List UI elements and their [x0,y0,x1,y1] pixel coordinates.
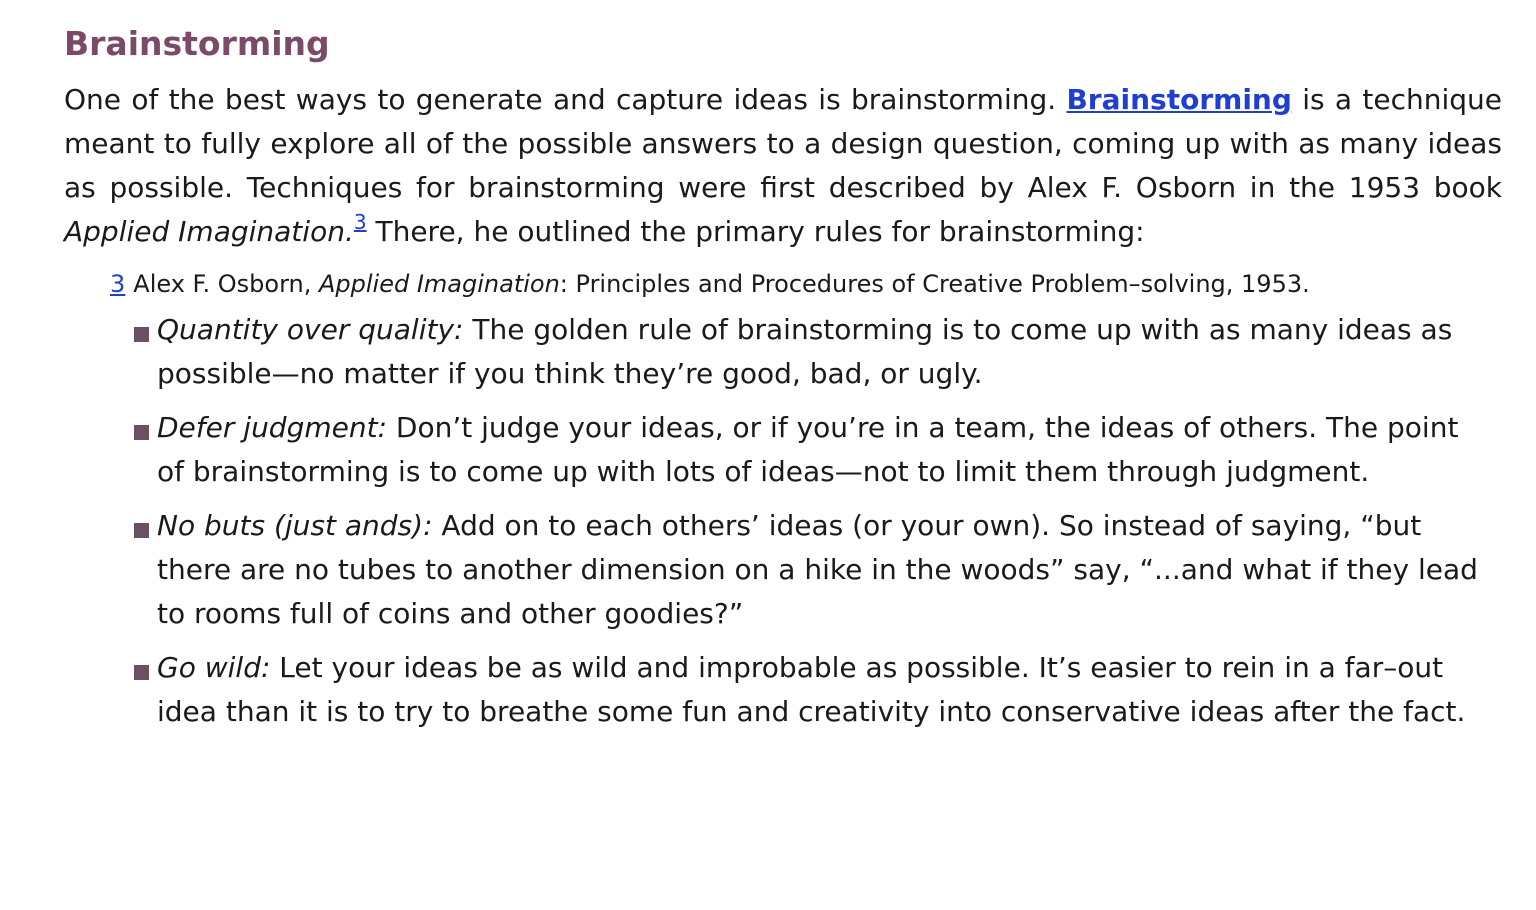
footnote-ref-superscript [354,210,367,234]
intro-text-end: There, he outlined the primary rules for brainstorming: [366,215,1145,248]
rule-lead: Defer judgment: [157,411,388,444]
rule-lead: Quantity over quality: [157,313,464,346]
footnote-book-title: Applied Imagination [318,270,560,298]
section-heading: Brainstorming [64,24,330,63]
brainstorming-link[interactable]: Brainstorming [1066,83,1292,116]
list-item [157,308,1502,396]
square-bullet-icon [134,425,149,440]
rule-lead: No buts (just ands): [157,509,433,542]
rule-text: Don’t judge your ideas, or if you’re in a team, the ideas of others. The point of brainstorming is to come up with lots of ideas—not to limit them through judgment. [157,411,1459,488]
footnote-author: Alex F. Osborn, [133,270,319,298]
list-item [157,646,1502,734]
square-bullet-icon [134,523,149,538]
list-item [157,504,1502,636]
rule-lead: Go wild: [157,651,271,684]
footnote-ref-link[interactable]: 3 [353,210,367,234]
rule-text: The golden rule of brainstorming is to come up with as many ideas as possible—no matter if you think they’re good, bad, or ugly. [157,313,1453,390]
rules-list [64,308,1502,734]
square-bullet-icon [134,665,149,680]
book-title: Applied Imagination. [64,215,354,248]
intro-text-middle: is a technique meant to fully explore all of the possible answers to a design question, coming up with as many ideas as possible. Techniques for brainstorming were first described by Alex F. Osborn in the 1953 book [64,83,1502,204]
intro-text-start: One of the best ways to generate and capture ideas is brainstorming. [64,83,1067,116]
rule-text: Let your ideas be as wild and improbable as possible. It’s easier to rein in a far–out idea than it is to try to breathe some fun and creativity into conservative ideas after the fact. [157,651,1466,728]
rule-text: Add on to each others’ ideas (or your own). So instead of saying, “but there are no tubes to another dimension on a hike in the woods” say, “...and what if they lead to rooms full of coins and other goodies?” [157,509,1478,630]
document-page [64,22,1502,744]
square-bullet-icon [134,327,149,342]
footnote-backlink[interactable]: 3 [110,270,126,298]
footnote-rest: : Principles and Procedures of Creative Problem–solving, 1953. [559,270,1310,298]
list-item [157,406,1502,494]
footnote [110,264,1502,304]
intro-paragraph [64,78,1502,254]
